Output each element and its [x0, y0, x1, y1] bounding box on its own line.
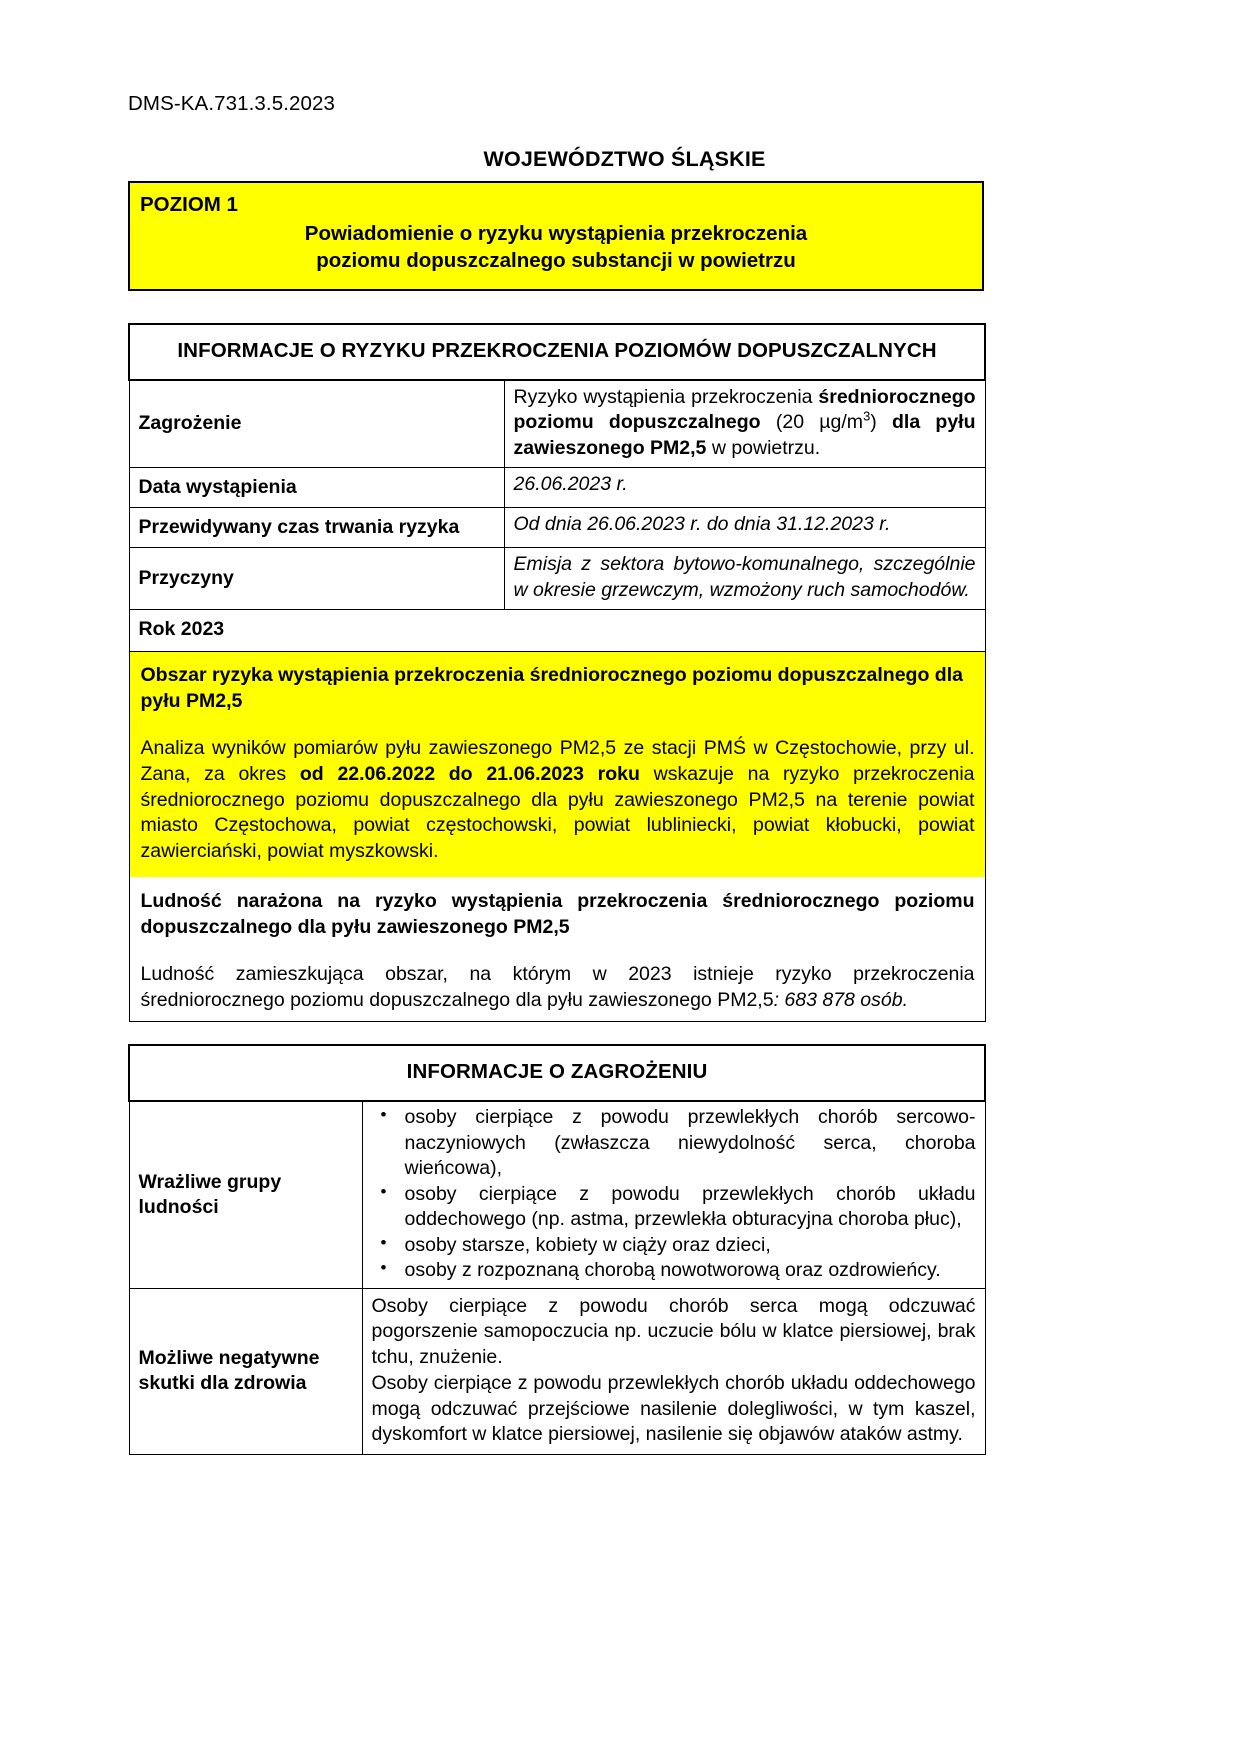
- table-row: [129, 467, 985, 507]
- table-row: [129, 651, 985, 1021]
- table-row: [129, 1045, 985, 1101]
- voivodeship-title: WOJEWÓDZTWO ŚLĄSKIE: [483, 146, 766, 171]
- table-row: [129, 324, 985, 380]
- risk-area-period-bold: od 22.06.2022 do 21.06.2023 roku: [299, 762, 640, 785]
- risk-section-header: INFORMACJE O RYZYKU PRZEKROCZENIA POZIOMÓW DOPUSZCZALNYCH: [129, 324, 985, 380]
- risk-information-table: [128, 323, 986, 1023]
- risk-area-highlight-block: [130, 652, 985, 877]
- hazard-information-table: [128, 1044, 986, 1455]
- row-value-czas-trwania: Od dnia 26.06.2023 r. do dnia 31.12.2023 r.: [504, 508, 985, 548]
- table-row: [129, 1288, 985, 1454]
- row-value-skutki-zdrowotne: [362, 1288, 985, 1454]
- alert-banner: [128, 181, 984, 291]
- hazard-text-superscript: 3: [863, 408, 871, 424]
- health-effect-paragraph: Osoby cierpiące z powodu chorób serca mogą odczuwać pogorszenie samopoczucia np. uczucie bólu w klatce piersiowej, brak tchu, znużenie.: [371, 1294, 976, 1369]
- hazard-text-paren: (20 µg/m: [775, 411, 864, 434]
- row-value-wrazliwe-grupy: [362, 1101, 985, 1288]
- alert-banner-title: [140, 221, 972, 274]
- row-value-zagrozenie: [504, 380, 985, 468]
- health-effect-paragraph: Osoby cierpiące z powodu przewlekłych chorób układu oddechowego mogą odczuwać przejściowe nasilenie dolegliwości, w tym kaszel, dyskomfort w klatce piersiowej, nasilenie się objawów ataków astmy.: [371, 1371, 976, 1446]
- alert-level-label: POZIOM 1: [140, 192, 238, 216]
- hazard-text-suffix: w powietrzu.: [711, 436, 821, 459]
- row-label-zagrozenie: Zagrożenie: [129, 380, 504, 468]
- risk-area-paragraph: [141, 736, 975, 866]
- row-value-data-wystapienia: 26.06.2023 r.: [504, 467, 985, 507]
- population-count: : 683 878 osób.: [773, 989, 909, 1012]
- hazard-text-paren-end: ): [870, 411, 892, 434]
- year-row: Rok 2023: [129, 609, 985, 651]
- population-heading: Ludność narażona na ryzyko wystąpienia przekroczenia średniorocznego poziomu dopuszczalnego dla pyłu zawieszonego PM2,5: [140, 890, 975, 939]
- row-label-przyczyny: Przyczyny: [129, 548, 504, 609]
- risk-area-text-part1: Analiza wyników pomiarów pyłu zawieszonego PM2,5 ze stacji PMŚ w Częstochowie, przy ul. Zana, za okres: [140, 736, 975, 785]
- list-item: • osoby cierpiące z powodu przewlekłych chorób sercowo-naczyniowych (zwłaszcza niewydolność serca, choroba wieńcowa),: [403, 1105, 976, 1182]
- risk-area-text-part2: wskazuje na ryzyko przekroczenia średniorocznego poziomu dopuszczalnego dla pyłu zawieszonego PM2,5 na terenie powiat miasto Częstochowa, powiat częstochowski, powiat lubliniecki, powiat kłobucki, powiat zawierciański, powiat myszkowski.: [140, 762, 975, 863]
- population-text: Ludność zamieszkująca obszar, na którym w 2023 istnieje ryzyko przekroczenia średniorocznego poziomu dopuszczalnego dla pyłu zawieszonego PM2,5: [140, 963, 975, 1012]
- population-block: [130, 877, 985, 1021]
- table-row: [129, 380, 985, 468]
- population-paragraph: [141, 962, 975, 1014]
- hazard-section-header: INFORMACJE O ZAGROŻENIU: [129, 1045, 985, 1101]
- list-item: • osoby starsze, kobiety w ciąży oraz dzieci,: [403, 1233, 976, 1259]
- hazard-text-bold-2: dla pyłu zawieszonego PM2,5: [513, 411, 976, 459]
- table-row: [129, 1101, 985, 1288]
- table-row: [129, 609, 985, 651]
- list-item: • osoby z rozpoznaną chorobą nowotworową oraz ozdrowieńcy.: [403, 1258, 976, 1284]
- risk-area-heading: Obszar ryzyka wystąpienia przekroczenia średniorocznego poziomu dopuszczalnego dla pyłu PM2,5: [140, 663, 963, 712]
- row-value-przyczyny: Emisja z sektora bytowo-komunalnego, szczególnie w okresie grzewczym, wzmożony ruch samochodów.: [504, 548, 985, 609]
- sensitive-groups-list: [363, 1102, 985, 1288]
- row-label-data-wystapienia: Data wystąpienia: [129, 467, 504, 507]
- row-label-wrazliwe-grupy: Wrażliwe grupy ludności: [129, 1101, 362, 1288]
- hazard-text-prefix: Ryzyko wystąpienia przekroczenia: [513, 385, 819, 408]
- row-label-skutki-zdrowotne: Możliwe negatywne skutki dla zdrowia: [129, 1288, 362, 1454]
- alert-banner-title-line1: Powiadomienie o ryzyku wystąpienia przekroczenia: [304, 222, 808, 246]
- risk-area-cell: [129, 651, 985, 1021]
- table-row: [129, 548, 985, 609]
- hazard-text-bold-1: średniorocznego poziomu dopuszczalnego: [513, 385, 976, 434]
- document-reference: DMS-KA.731.3.5.2023: [128, 92, 336, 115]
- table-row: [129, 508, 985, 548]
- row-label-czas-trwania: Przewidywany czas trwania ryzyka: [129, 508, 504, 548]
- alert-banner-title-line2: poziomu dopuszczalnego substancji w powietrzu: [316, 248, 796, 272]
- list-item: • osoby cierpiące z powodu przewlekłych chorób układu oddechowego (np. astma, przewlekła obturacyjna choroba płuc),: [403, 1182, 976, 1233]
